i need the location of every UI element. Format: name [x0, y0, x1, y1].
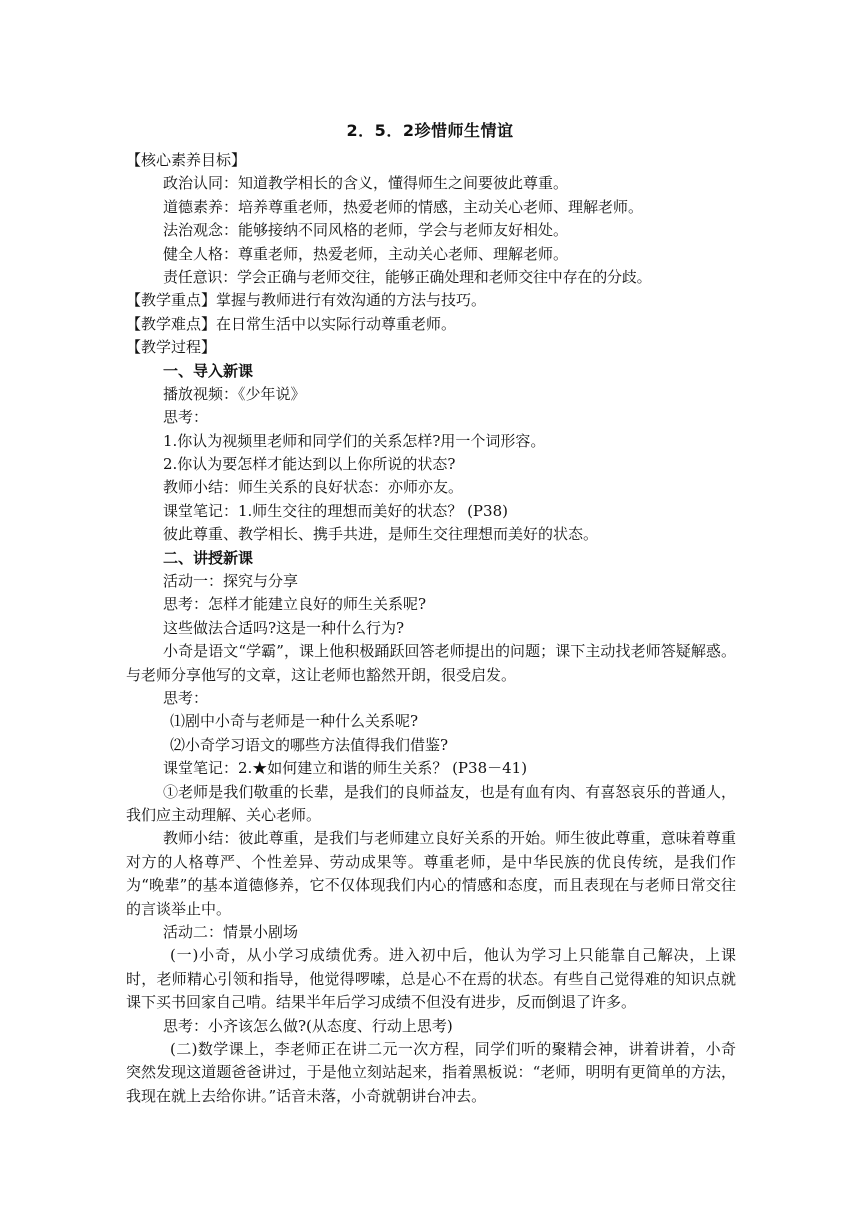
- video-line: 播放视频：《少年说》: [163, 384, 306, 403]
- sub-question-1: ⑴剧中小奇与老师是一种什么关系呢?: [170, 712, 419, 731]
- note-2-point-1: ①老师是我们敬重的长辈，是我们的良师益友，也是有血有肉、有喜怒哀乐的普通人，我们应主动理解、关心老师。: [126, 782, 736, 824]
- part2-heading: 二、讲授新课: [163, 548, 254, 567]
- core-goals-heading: 【核心素养目标】: [126, 151, 247, 169]
- sub-question-2: ⑵小奇学习语文的哪些方法值得我们借鉴?: [170, 735, 449, 754]
- class-note-2: 课堂笔记：2.★如何建立和谐的师生关系？ (P38－41): [163, 759, 528, 778]
- question-1: 1.你认为视频里老师和同学们的关系怎样?用一个词形容。: [163, 431, 546, 450]
- scene-1-paragraph: (一)小奇，从小学习成绩优秀。进入初中后，他认为学习上只能靠自己解决，上课时，老师精心引领和指导，他觉得啰嗦，总是心不在焉的状态。有些自己觉得难的知识点就课下买书回家自己啃。结果半年后学习成绩不但没有进步，反而倒退了许多。: [126, 946, 736, 1012]
- goal-personality: 健全人格：尊重老师，热爱老师，主动关心老师、理解老师。: [163, 244, 569, 263]
- goal-moral: 道德素养：培养尊重老师，热爱老师的情感，主动关心老师、理解老师。: [163, 197, 644, 216]
- teacher-summary-2: 教师小结：彼此尊重，是我们与老师建立良好关系的开始。师生彼此尊重，意味着尊重对方的人格尊严、个性差异、劳动成果等。尊重老师，是中华民族的优良传统，是我们作为“晚辈”的基本道德修养，它不仅体现我们内心的情感和态度，而且表现在与老师日常交往的言谈举止中。: [126, 829, 736, 918]
- scene-2-paragraph: (二)数学课上，李老师正在讲二元一次方程，同学们听的聚精会神，讲着讲着，小奇突然发现这道题爸爸讲过，于是他立刻站起来，指着黑板说：“老师，明明有更简单的方法，我现在就上去给你讲。”话音未落，小奇就朝讲台冲去。: [126, 1040, 736, 1105]
- goal-political: 政治认同：知道教学相长的含义，懂得师生之间要彼此尊重。: [163, 174, 569, 193]
- difficulty: 【教学难点】在日常生活中以实际行动尊重老师。: [126, 314, 457, 333]
- goal-responsibility: 责任意识：学会正确与老师交往，能够正确处理和老师交往中存在的分歧。: [163, 267, 652, 286]
- story-paragraph: 小奇是语文“学霸”，课上他积极踊跃回答老师提出的问题；课下主动找老师答疑解惑。与老师分享他写的文章，这让老师也豁然开朗，很受启发。: [126, 642, 736, 684]
- key-point: 【教学重点】掌握与教师进行有效沟通的方法与技巧。: [126, 291, 487, 310]
- think-line: 思考：: [163, 689, 209, 708]
- think-line: 思考：: [163, 408, 209, 427]
- question-2: 2.你认为要怎样才能达到以上你所说的状态?: [163, 455, 456, 474]
- class-note-1-answer: 彼此尊重、教学相长、携手共进，是师生交往理想而美好的状态。: [163, 525, 599, 544]
- page-title: 2．5．2珍惜师生情谊: [346, 121, 514, 140]
- activity-1: 活动一：探究与分享: [163, 572, 299, 591]
- process-heading: 【教学过程】: [126, 338, 217, 357]
- teacher-summary-1: 教师小结：师生关系的良好状态：亦师亦友。: [163, 478, 464, 497]
- activity-2: 活动二：情景小剧场: [163, 923, 299, 942]
- goal-law: 法治观念：能够接纳不同风格的老师，学会与老师友好相处。: [163, 221, 569, 240]
- think-line: 思考：怎样才能建立良好的师生关系呢?: [163, 595, 427, 614]
- class-note-1: 课堂笔记：1.师生交往的理想而美好的状态？ (P38): [163, 501, 508, 520]
- part1-heading: 一、导入新课: [163, 361, 254, 380]
- document-body: [126, 149, 736, 1108]
- think-line: 思考：小齐该怎么做?(从态度、行动上思考): [163, 1016, 453, 1035]
- think-line: 这些做法合适吗?这是一种什么行为?: [163, 618, 405, 637]
